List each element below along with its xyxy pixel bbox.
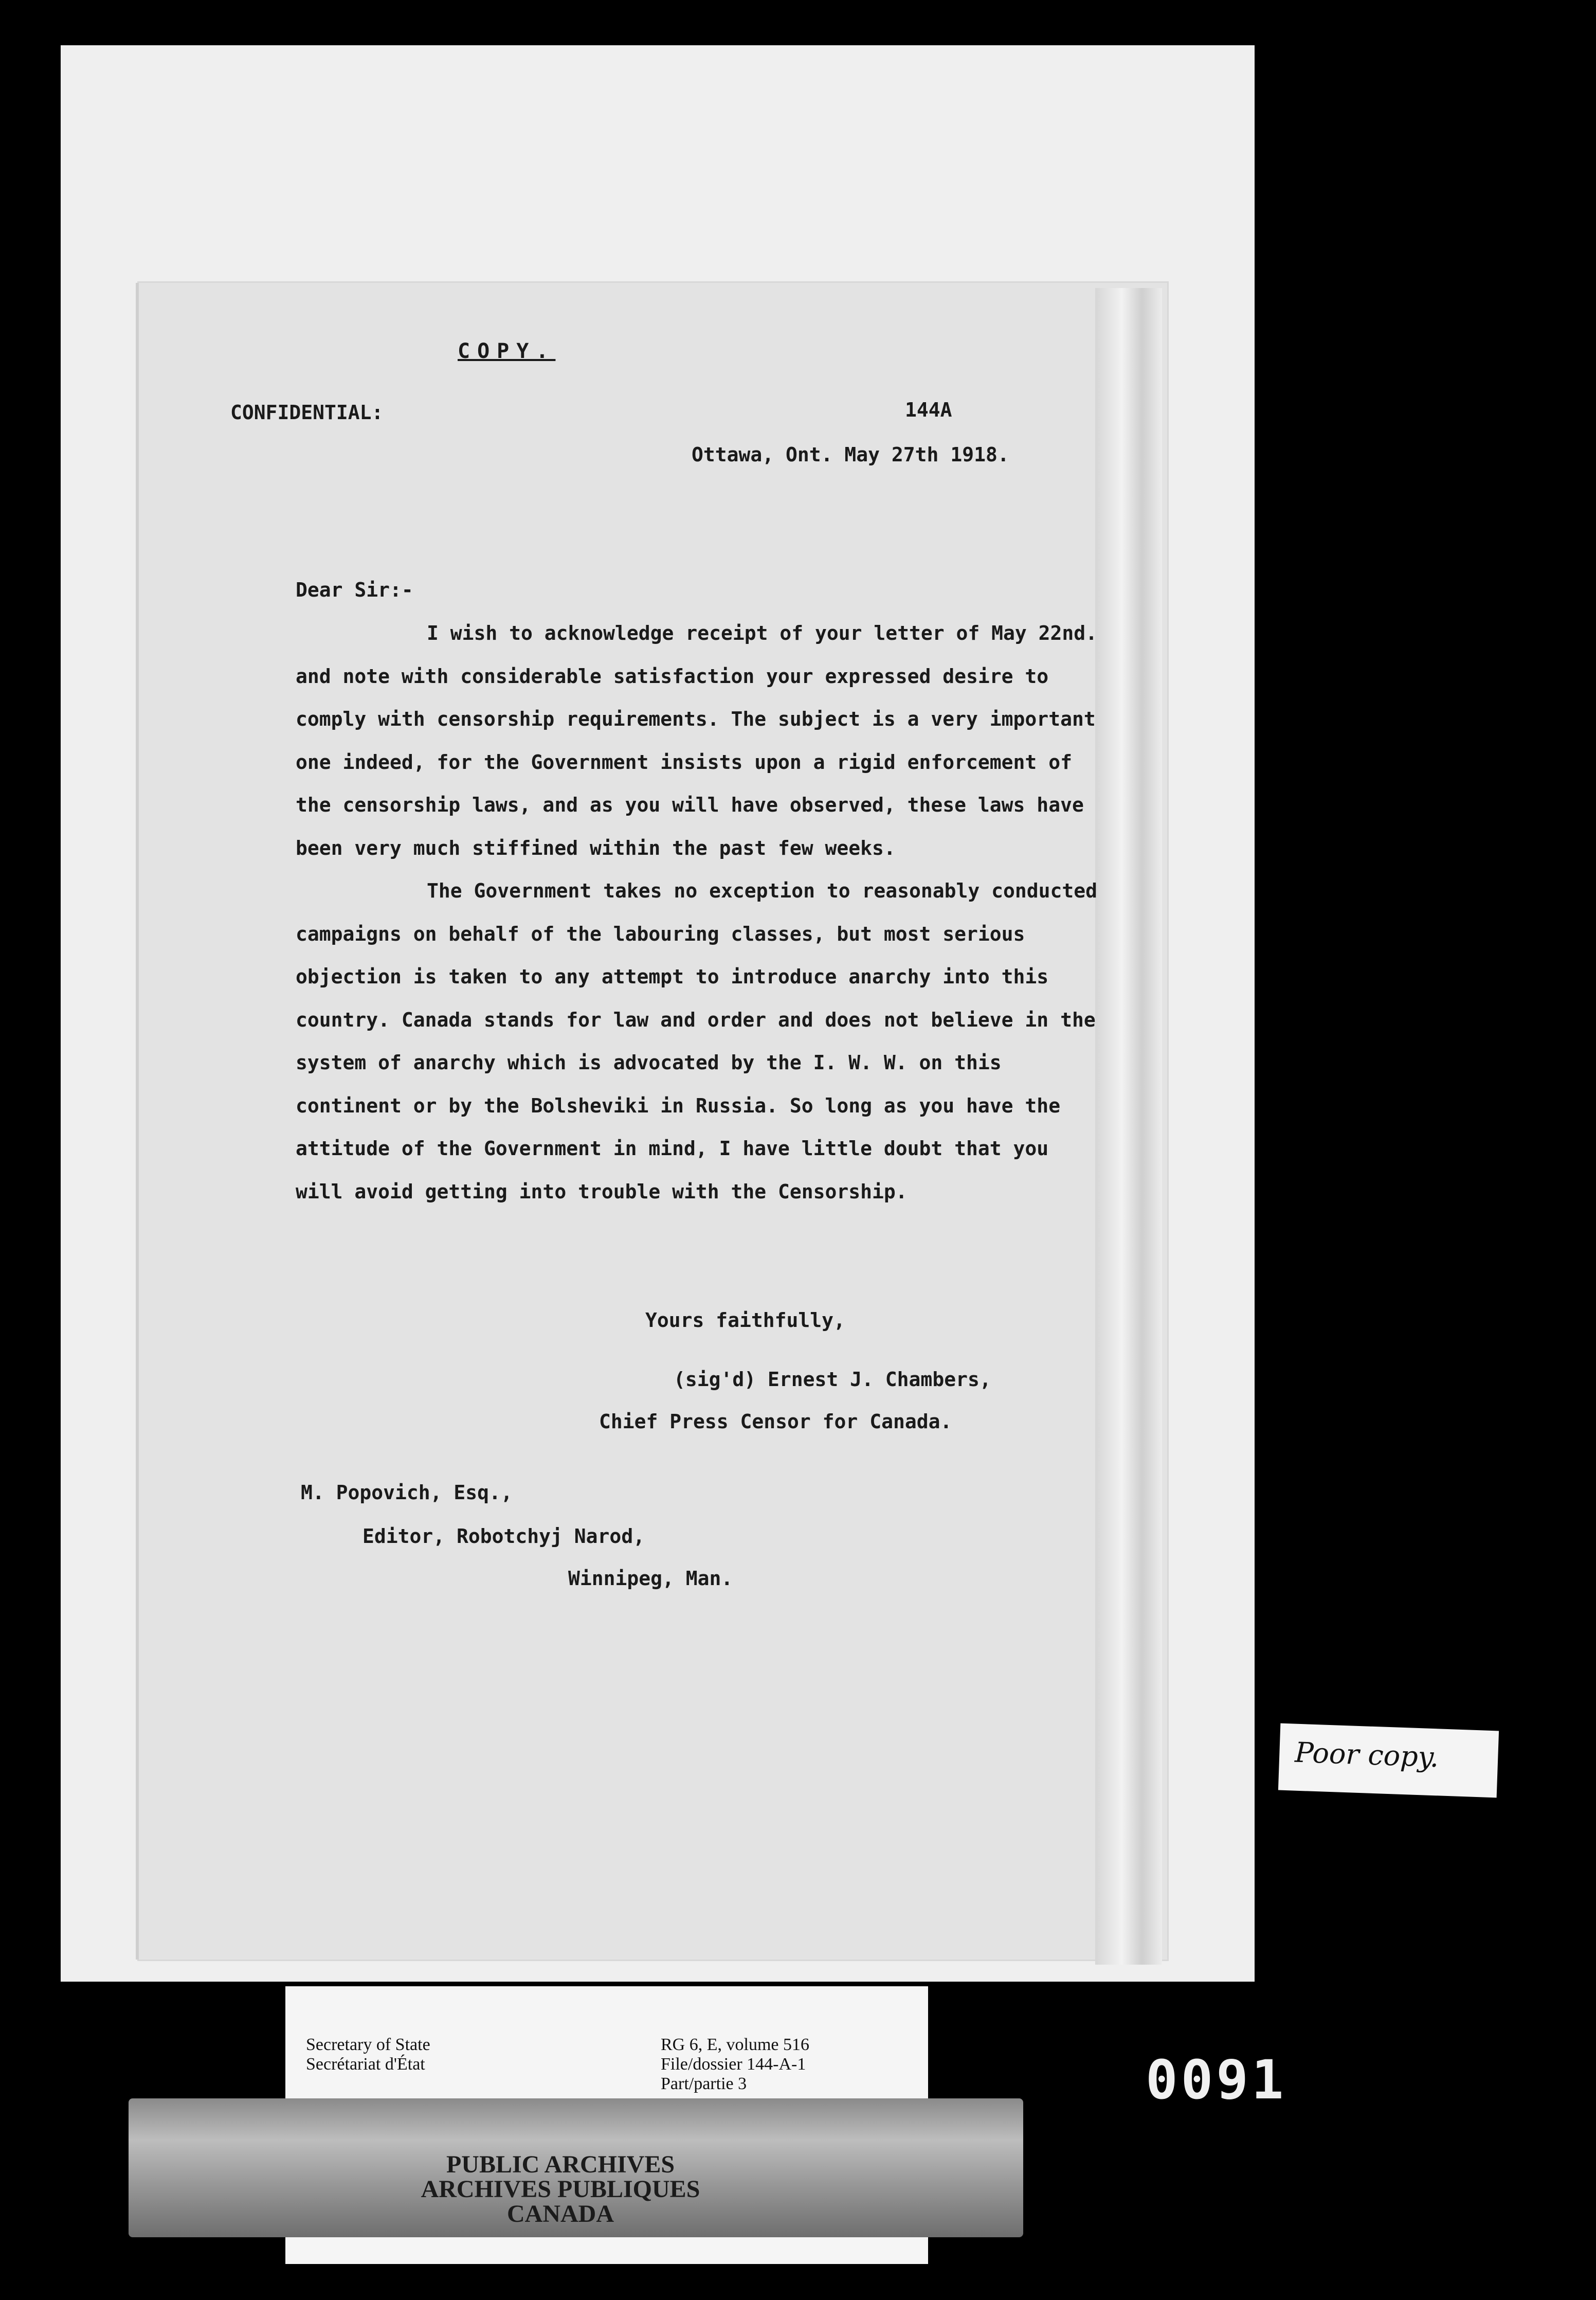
ref-line-3: Part/partie 3 (661, 2074, 747, 2093)
confidential-label: CONFIDENTIAL: (230, 401, 384, 424)
paragraph-2: The Government takes no exception to reasonably conducted campaigns on behalf of the labouring classes, but most serious objection is taken to any attempt to introduce anarchy into this country. Canada stands for law and order and does not believe in the system of anarchy which is advocated by the I. W. W. on this continent or by the Bolsheviki in Russia. So long as you have the attitude of the Government in mind, I have little doubt that you will avoid getting into trouble with the Censorship. (296, 879, 1098, 1203)
sheet-folded-edge (1095, 288, 1162, 1965)
label-reference (661, 2035, 809, 2094)
dept-en: Secretary of State (306, 2035, 430, 2054)
frame-counter: 0091 (1146, 2049, 1287, 2111)
stamp-line-1: PUBLIC ARCHIVES (446, 2151, 675, 2178)
file-number: 144A (905, 399, 952, 421)
ref-line-1: RG 6, E, volume 516 (661, 2035, 809, 2054)
ref-line-2: File/dossier 144-A-1 (661, 2055, 806, 2074)
handwritten-note: Poor copy. (1278, 1723, 1499, 1798)
archives-stamp (360, 2152, 761, 2226)
copy-heading: COPY. (458, 339, 556, 363)
label-department (306, 2035, 430, 2074)
paragraph-1: I wish to acknowledge receipt of your letter of May 22nd. and note with considerable satisfaction your expressed desire to comply with censorship requirements. The subject is a very important one indeed, for the Government insists upon a rigid enforcement of the censorship laws, and as you will have observed, these laws have been very much stiffined within the past few weeks. (296, 622, 1098, 859)
place-date: Ottawa, Ont. May 27th 1918. (692, 443, 1009, 466)
closing: Yours faithfully, (645, 1309, 845, 1332)
addressee-name: M. Popovich, Esq., (301, 1481, 513, 1504)
stamp-line-3: CANADA (507, 2200, 614, 2227)
addressee-title: Editor, Robotchyj Narod, (362, 1525, 645, 1548)
signature: (sig'd) Ernest J. Chambers, (674, 1368, 991, 1391)
dept-fr: Secrétariat d'État (306, 2055, 425, 2074)
stamp-line-2: ARCHIVES PUBLIQUES (421, 2176, 700, 2203)
signature-title: Chief Press Censor for Canada. (599, 1410, 952, 1433)
addressee-city: Winnipeg, Man. (568, 1567, 733, 1590)
letter-body (296, 612, 1098, 1213)
salutation: Dear Sir:- (296, 579, 413, 601)
